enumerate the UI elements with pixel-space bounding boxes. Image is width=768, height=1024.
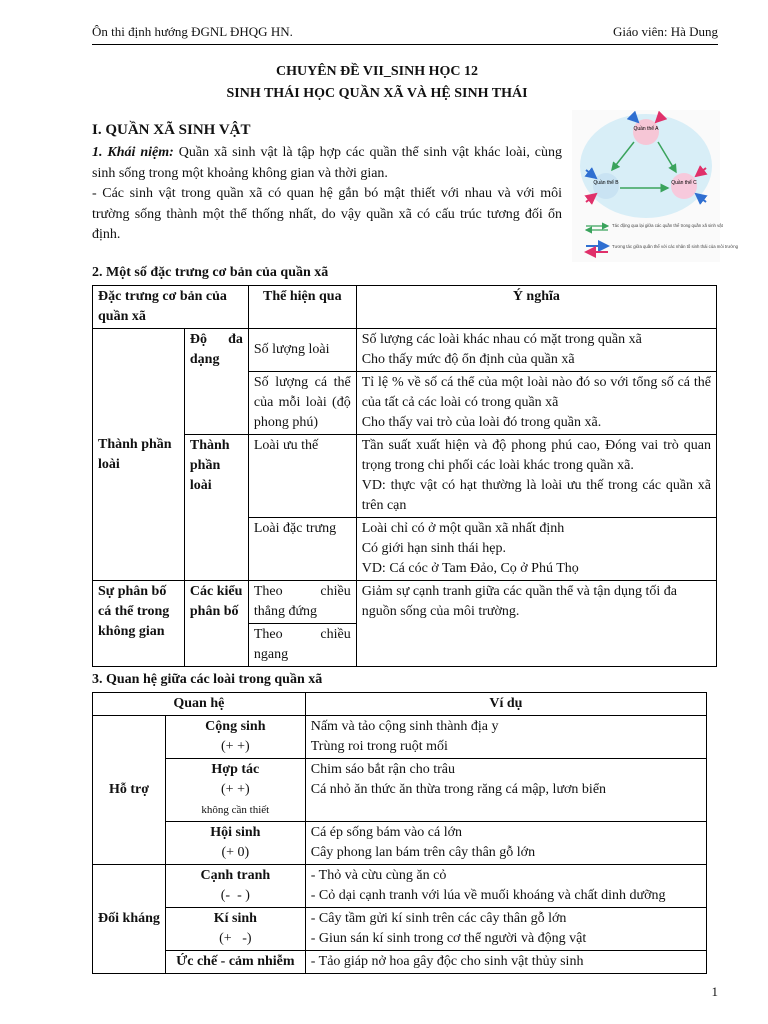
node-population-b <box>593 173 619 199</box>
node-b-label: Quần thể B <box>593 180 619 186</box>
table-row <box>93 581 717 624</box>
example-line: - Tảo giáp nở hoa gây độc cho sinh vật thủy sinh <box>310 954 584 969</box>
rel-note: không cần thiết <box>201 804 270 816</box>
expr-characteristic-species: Loài đặc trưng <box>248 518 356 581</box>
concept-text: Quần xã sinh vật là tập hợp các quần thể sinh vật khác loài, cùng sinh sống trong một khoảng không gian và thời gian. <box>92 145 562 181</box>
example-cell <box>305 951 706 974</box>
section2-heading: 2. Một số đặc trưng cơ bản của quần xã <box>92 265 329 280</box>
example-cell <box>305 716 706 759</box>
example-line: Cá nhỏ ăn thức ăn thừa trong răng cá mập, lươn biển <box>310 782 607 797</box>
table-row <box>93 865 707 908</box>
example-cell <box>305 822 706 865</box>
meaning-cell: Giảm sự cạnh tranh giữa các quần thể và tận dụng tối đa nguồn sống của môi trường. <box>356 581 716 667</box>
th-expression: Thể hiện qua <box>248 286 356 329</box>
example-line: Chim sáo bắt rận cho trâu <box>310 762 455 777</box>
concept-paragraph-2: - Các sinh vật trong quần xã có quan hệ gắn bó mật thiết với nhau và với môi trường sống thành một thể thống nhất, do vậy quần xã có cấu trúc tương đối ổn định. <box>92 186 562 242</box>
rel-name: Hội sinh <box>210 825 261 840</box>
page-number: 1 <box>711 984 718 999</box>
node-population-a <box>633 119 659 145</box>
meaning-cell <box>356 372 716 435</box>
doc-title-line2: SINH THÁI HỌC QUẦN XÃ VÀ HỆ SINH THÁI <box>226 86 528 101</box>
expr-species-count: Số lượng loài <box>248 329 356 372</box>
meaning-cell <box>356 329 716 372</box>
node-population-c <box>671 173 697 199</box>
rel-name: Kí sinh <box>213 911 257 926</box>
meaning-line: Tỉ lệ % về số cá thể của một loài nào đó so với tổng số cá thể của tất cả các loài có trong quần xã <box>361 375 711 410</box>
group-species-composition: Thành phần loài <box>93 329 185 581</box>
rel-sign: (+ 0) <box>221 845 250 860</box>
characteristics-table <box>92 285 717 667</box>
relationships-table <box>92 692 707 974</box>
sub-distribution-types: Các kiểu phân bố <box>184 581 248 667</box>
example-line: Cây phong lan bám trên cây thân gỗ lớn <box>310 845 536 860</box>
example-cell <box>305 865 706 908</box>
meaning-cell <box>356 518 716 581</box>
table-header-row <box>93 286 717 329</box>
rel-sign: (+ -) <box>219 931 252 946</box>
rel-name: Cạnh tranh <box>200 868 271 883</box>
meaning-line: Số lượng các loài khác nhau có mặt trong quần xã <box>361 332 642 347</box>
table-header-row <box>93 693 707 716</box>
rel-sign: (+ +) <box>221 739 250 754</box>
header-divider <box>92 44 718 45</box>
rel-name: Hợp tác <box>211 762 260 777</box>
rel-cell <box>165 716 305 759</box>
example-line: - Cây tầm gửi kí sinh trên các cây thân gỗ lớn <box>310 911 567 926</box>
meaning-line: VD: Cá cóc ở Tam Đảo, Cọ ở Phú Thọ <box>361 561 579 576</box>
table-row <box>93 329 717 372</box>
concept-paragraph <box>92 143 562 184</box>
node-c-label: Quần thể C <box>671 180 697 186</box>
expr-vertical: Theo chiều thẳng đứng <box>248 581 356 624</box>
meaning-line: Có giới hạn sinh thái hẹp. <box>361 541 506 556</box>
legend-text-1: Tác động qua lại giữa các quần thể trong quần xã sinh vật <box>612 223 723 228</box>
rel-sign: (+ +) <box>221 782 250 797</box>
rel-name: Cộng sinh <box>205 719 266 734</box>
sub-species-composition: Thành phần loài <box>184 435 248 581</box>
legend-text-2: Tương tác giữa quần thể với các nhân tố sinh thái của môi trường <box>612 244 739 249</box>
table-row <box>93 822 707 865</box>
meaning-line: Loài chỉ có ở một quần xã nhất định <box>361 521 565 536</box>
expr-horizontal: Theo chiều ngang <box>248 624 356 667</box>
group-support: Hỗ trợ <box>93 716 166 865</box>
meaning-line: Cho thấy vai trò của loài đó trong quần xã. <box>361 415 602 430</box>
expr-abundance: Số lượng cá thể của mỗi loài (độ phong phú) <box>248 372 356 435</box>
rel-cell <box>165 908 305 951</box>
example-line: - Cỏ dại cạnh tranh với lúa về muối khoáng và chất dinh dưỡng <box>310 888 666 903</box>
doc-title-line1: CHUYÊN ĐỀ VII_SINH HỌC 12 <box>276 64 478 79</box>
rel-cell <box>165 759 305 822</box>
th-example: Ví dụ <box>305 693 706 716</box>
section3-heading: 3. Quan hệ giữa các loài trong quần xã <box>92 672 323 687</box>
example-line: - Giun sán kí sinh trong cơ thể người và động vật <box>310 931 587 946</box>
group-oppose: Đối kháng <box>93 865 166 974</box>
example-line: Cá ép sống bám vào cá lớn <box>310 825 462 840</box>
meaning-line: Cho thấy mức độ ổn định của quần xã <box>361 352 575 367</box>
rel-cell <box>165 951 305 974</box>
header-left: Ôn thi định hướng ĐGNL ĐHQG HN. <box>92 24 293 39</box>
concept-label: 1. Khái niệm: <box>92 145 174 160</box>
header-right: Giáo viên: Hà Dung <box>612 24 718 39</box>
meaning-cell <box>356 435 716 518</box>
community-diagram-svg <box>572 110 739 262</box>
table-row <box>93 759 707 822</box>
table-row <box>93 435 717 518</box>
example-line: Trùng roi trong ruột mối <box>310 739 448 754</box>
th-characteristic: Đặc trưng cơ bản của quần xã <box>93 286 249 329</box>
rel-sign: (- - ) <box>220 888 250 903</box>
expr-dominant-species: Loài ưu thế <box>248 435 356 518</box>
table-row <box>93 951 707 974</box>
meaning-line: Tần suất xuất hiện và độ phong phú cao, Đóng vai trò quan trọng trong chi phối các loài khác trong quần xã. <box>361 438 711 473</box>
example-line: - Thỏ và cừu cùng ăn cỏ <box>310 868 447 883</box>
table-row <box>93 908 707 951</box>
example-line: Nấm và tảo cộng sinh thành địa y <box>310 719 499 734</box>
example-cell <box>305 759 706 822</box>
table-row <box>93 716 707 759</box>
community-diagram <box>572 110 739 262</box>
rel-name: Ức chế - cảm nhiễm <box>176 954 295 969</box>
rel-cell <box>165 865 305 908</box>
node-a-label: Quần thể A <box>633 126 659 132</box>
th-meaning: Ý nghĩa <box>356 286 716 329</box>
rel-cell <box>165 822 305 865</box>
meaning-line: VD: thực vật có hạt thường là loài ưu thế trong các quần xã trên cạn <box>361 478 711 513</box>
sub-diversity: Độ đa dạng <box>184 329 248 435</box>
group-spatial-distribution: Sự phân bố cá thể trong không gian <box>93 581 185 667</box>
section1-heading: I. QUẦN XÃ SINH VẬT <box>92 122 251 138</box>
th-relationship: Quan hệ <box>93 693 306 716</box>
example-cell <box>305 908 706 951</box>
